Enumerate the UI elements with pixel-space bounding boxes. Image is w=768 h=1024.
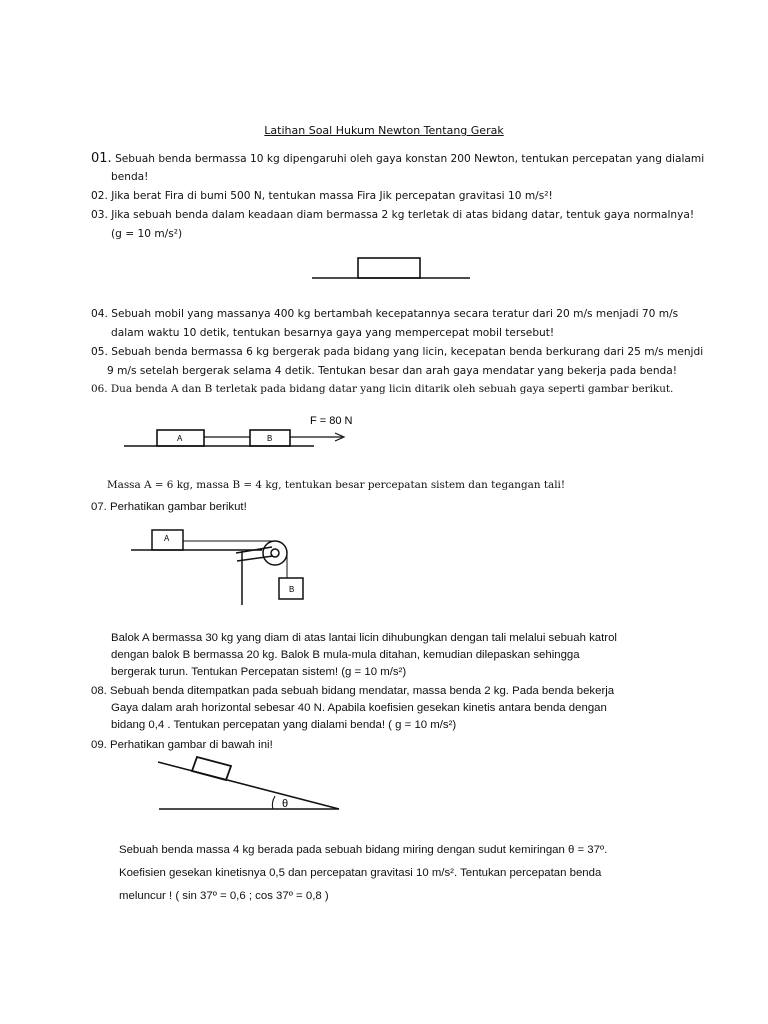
q7-paragraph-line1: Balok A bermassa 30 kg yang diam di atas lantai licin dihubungkan dengan tali melalui sebuah katrol <box>111 632 617 644</box>
q5-line1: 05. Sebuah benda bermassa 6 kg bergerak pada bidang yang licin, kecepatan benda berkurang dari 25 m/s menjdi <box>91 346 704 358</box>
q9-paragraph-line3: meluncur ! ( sin 37º = 0,6 ; cos 37º = 0,8 ) <box>119 890 329 902</box>
q7-label-b: B <box>289 585 295 594</box>
q3-line1: 03. Jika sebuah benda dalam keadaan diam bermassa 2 kg terletak di atas bidang datar, tentuk gaya normalnya! <box>91 209 695 221</box>
q4-line1: 04. Sebuah mobil yang massanya 400 kg bertambah kecepatannya secara teratur dari 20 m/s menjadi 70 m/s <box>91 308 679 320</box>
q8-line1: 08. Sebuah benda ditempatkan pada sebuah bidang mendatar, massa benda 2 kg. Pada benda bekerja <box>91 685 615 697</box>
q3-block <box>358 258 420 278</box>
q6-label-b: B <box>267 434 273 443</box>
q7-paragraph-line2: dengan balok B bermassa 20 kg. Balok B mula-mula ditahan, kemudian dilepaskan sehingga <box>111 649 580 661</box>
q7-label-a: A <box>164 534 170 543</box>
q9-line1: 09. Perhatikan gambar di bawah ini! <box>91 739 273 751</box>
q6-line2: Massa A = 6 kg, massa B = 4 kg, tentukan besar percepatan sistem dan tegangan tali! <box>107 479 566 491</box>
q8-line2: Gaya dalam arah horizontal sebesar 40 N. Apabila koefisien gesekan kinetis antara benda dengan <box>111 702 607 714</box>
q9-block <box>192 757 231 780</box>
q2-text: 02. Jika berat Fira di bumi 500 N, tentukan massa Fira Jik percepatan gravitasi 10 m/s²! <box>91 190 553 202</box>
q5-line2: 9 m/s setelah bergerak selama 4 detik. Tentukan besar dan arah gaya mendatar yang bekerja pada benda! <box>107 365 678 377</box>
q9-angle-arc <box>272 796 275 809</box>
q6-diagram <box>124 430 344 446</box>
q6-line1: 06. Dua benda A dan B terletak pada bidang datar yang licin ditarik oleh sebuah gaya seperti gambar berikut. <box>91 383 674 395</box>
q9-paragraph-line1: Sebuah benda massa 4 kg berada pada sebuah bidang miring dengan sudut kemiringan θ = 37º. <box>119 844 608 856</box>
q7-diagram <box>131 530 303 605</box>
q6-force-label: F = 80 N <box>310 415 353 427</box>
page-title: Latihan Soal Hukum Newton Tentang Gerak <box>264 124 504 137</box>
q1-text: Sebuah benda bermassa 10 kg dipengaruhi oleh gaya konstan 200 Newton, tentukan percepatan yang dialami <box>115 153 705 165</box>
q4-line2: dalam waktu 10 detik, tentukan besarnya gaya yang mempercepat mobil tersebut! <box>111 327 555 339</box>
q3-line2: (g = 10 m/s²) <box>111 228 183 240</box>
q9-paragraph-line2: Koefisien gesekan kinetisnya 0,5 dan percepatan gravitasi 10 m/s². Tentukan percepatan benda <box>119 867 602 879</box>
q8-line3: bidang 0,4 . Tentukan percepatan yang dialami benda! ( g = 10 m/s²) <box>111 719 457 731</box>
q6-label-a: A <box>177 434 183 443</box>
q7-paragraph-line3: bergerak turun. Tentukan Percepatan sistem! (g = 10 m/s²) <box>111 666 407 678</box>
q9-diagram <box>158 757 339 809</box>
q7-line1: 07. Perhatikan gambar berikut! <box>91 501 247 513</box>
q1-line2: benda! <box>111 171 149 183</box>
q1-number: 01. <box>91 151 112 166</box>
q9-incline <box>158 762 339 809</box>
q3-diagram <box>312 258 470 278</box>
q9-theta-label: θ <box>282 798 289 810</box>
q7-pulley <box>263 541 287 565</box>
